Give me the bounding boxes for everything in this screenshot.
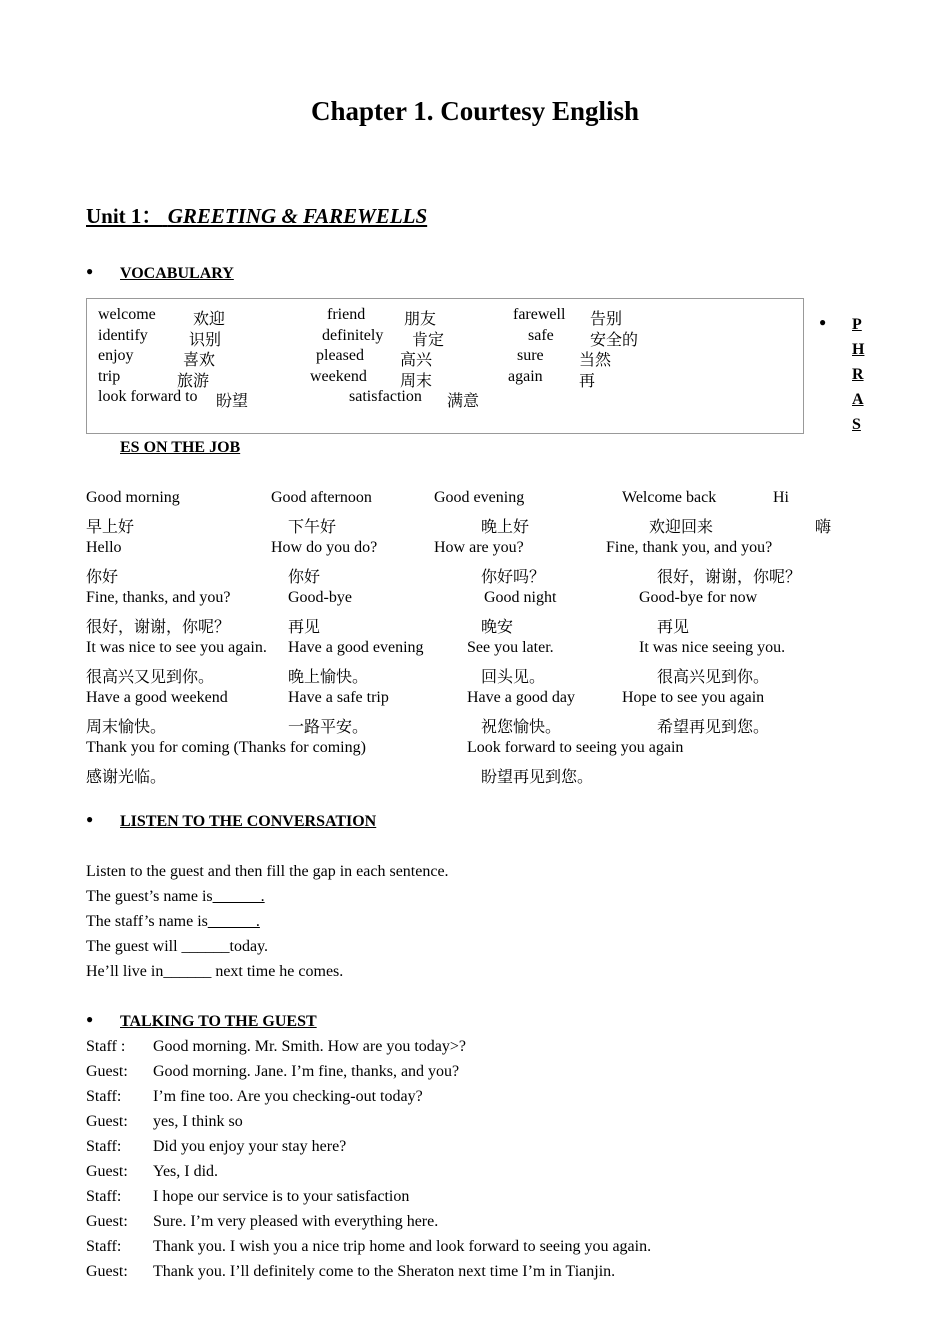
dialogue-line: I hope our service is to your satisfaction [153, 1188, 410, 1205]
phrase: Good evening [434, 489, 525, 506]
vocab-meaning: 朋友 [404, 311, 437, 328]
dialogue-line: Good morning. Mr. Smith. How are you today>? [153, 1038, 466, 1055]
phrase: How are you? [434, 539, 524, 556]
dialogue-speaker: Guest: [86, 1213, 128, 1230]
vocab-word: trip [98, 368, 121, 385]
vocabulary-heading: VOCABULARY [120, 265, 234, 282]
dialogue-speaker: Staff: [86, 1138, 122, 1155]
listen-question [86, 938, 268, 956]
phrases-letter: S [852, 416, 861, 433]
question-text: The guest’s name is [86, 888, 213, 905]
phrase-translation: 回头见。 [481, 669, 546, 686]
dialogue-line: Thank you. I wish you a nice trip home and look forward to seeing you again. [153, 1238, 652, 1255]
phrase-translation: 希望再见到您。 [657, 719, 770, 736]
bullet-icon: ● [819, 315, 827, 329]
listen-question [86, 963, 343, 981]
listen-instruction: Listen to the guest and then fill the gap in each sentence. [86, 863, 449, 880]
phrase: Have a good day [467, 689, 575, 706]
phrase-translation: 晚上愉快。 [288, 669, 369, 686]
vocab-meaning: 安全的 [590, 332, 639, 349]
phrase: Have a safe trip [288, 689, 389, 706]
phrase: Good-bye for now [639, 589, 758, 606]
phrase: Hope to see you again [622, 689, 765, 706]
dialogue-line: Sure. I’m very pleased with everything here. [153, 1213, 439, 1230]
vocab-word: pleased [316, 347, 364, 364]
phrases-heading-tail: ES ON THE JOB [120, 439, 241, 456]
bullet-icon: ● [86, 812, 94, 826]
dialogue-speaker: Guest: [86, 1113, 128, 1130]
phrase: See you later. [467, 639, 554, 656]
phrase: Good-bye [288, 589, 352, 606]
talk-heading: TALKING TO THE GUEST [120, 1013, 317, 1030]
phrase: It was nice to see you again. [86, 639, 267, 656]
phrase: Good morning [86, 489, 180, 506]
bullet-icon: ● [86, 1012, 94, 1026]
phrase: Have a good evening [288, 639, 424, 656]
vocab-meaning: 告别 [590, 311, 623, 328]
question-text: The guest will [86, 938, 182, 955]
vocab-meaning: 欢迎 [193, 311, 226, 328]
vocab-meaning: 高兴 [400, 352, 433, 369]
phrase: Hello [86, 539, 122, 556]
phrases-letter: R [852, 366, 864, 383]
dialogue-line: yes, I think so [153, 1113, 243, 1130]
vocab-word: weekend [310, 368, 367, 385]
phrase: Fine, thanks, and you? [86, 589, 231, 606]
phrase-translation: 晚上好 [481, 519, 530, 536]
dialogue-line: I’m fine too. Are you checking-out today? [153, 1088, 423, 1105]
phrase-translation: 你好 [288, 569, 321, 586]
phrase-translation: 感谢光临。 [86, 769, 167, 786]
phrase: It was nice seeing you. [639, 639, 786, 656]
vocab-word: identify [98, 327, 148, 344]
phrase-translation: 你好吗？ [481, 569, 546, 586]
phrase: Have a good weekend [86, 689, 228, 706]
phrase-translation: 你好 [86, 569, 119, 586]
vocab-meaning: 肯定 [412, 332, 445, 349]
vocab-word: look forward to [98, 388, 198, 405]
question-text: next time he comes. [211, 963, 344, 980]
phrase: How do you do? [271, 539, 378, 556]
vocab-word: farewell [513, 306, 566, 323]
phrase-translation: 盼望再见到您。 [481, 769, 594, 786]
phrase-translation: 欢迎回来 [649, 519, 714, 536]
phrase-translation: 很高兴见到你。 [657, 669, 770, 686]
dialogue-speaker: Guest: [86, 1163, 128, 1180]
blank[interactable]: ______ [163, 963, 212, 980]
vocab-word: friend [327, 306, 366, 323]
vocab-meaning: 识别 [189, 332, 222, 349]
vocab-meaning: 再 [579, 373, 596, 390]
phrase-translation: 再见 [288, 619, 321, 636]
dialogue-speaker: Staff: [86, 1188, 122, 1205]
dialogue-line: Thank you. I’ll definitely come to the Sheraton next time I’m in Tianjin. [153, 1263, 616, 1280]
dialogue-line: Yes, I did. [153, 1163, 219, 1180]
listen-question [86, 913, 260, 931]
phrase: Fine, thank you, and you? [606, 539, 773, 556]
dialogue-line: Did you enjoy your stay here? [153, 1138, 347, 1155]
phrase-translation: 很好，谢谢，你呢？ [657, 569, 802, 586]
dialogue-speaker: Staff: [86, 1088, 122, 1105]
vocab-word: satisfaction [349, 388, 422, 405]
vocabulary-box [86, 298, 804, 434]
phrase-translation: 周末愉快。 [86, 719, 167, 736]
vocab-meaning: 满意 [447, 393, 480, 410]
phrase: Good night [484, 589, 557, 606]
question-text: today. [229, 938, 269, 955]
phrase: Good afternoon [271, 489, 372, 506]
phrase-translation: 很高兴又见到你。 [86, 669, 215, 686]
blank[interactable]: ______ [181, 938, 230, 955]
question-text: The staff’s name is [86, 913, 208, 930]
phrases-letter: P [852, 316, 862, 333]
phrase: Thank you for coming (Thanks for coming) [86, 739, 366, 756]
vocab-word: welcome [98, 306, 156, 323]
vocab-word: enjoy [98, 347, 134, 364]
dialogue-line: Good morning. Jane. I’m fine, thanks, and you? [153, 1063, 460, 1080]
phrase-translation: 晚安 [481, 619, 514, 636]
vocab-word: again [508, 368, 543, 385]
phrase-translation: 下午好 [288, 519, 337, 536]
chapter-title: Chapter 1. Courtesy English [310, 96, 640, 126]
vocab-word: safe [528, 327, 554, 344]
phrase-translation: 一路平安。 [288, 719, 369, 736]
vocab-meaning: 周末 [400, 373, 433, 390]
vocab-meaning: 盼望 [216, 393, 249, 410]
phrase: Look forward to seeing you again [467, 739, 684, 756]
dialogue-speaker: Staff : [86, 1038, 126, 1055]
unit-name: GREETING & FAREWELLS [167, 204, 428, 228]
blank[interactable]: ______. [207, 913, 260, 930]
unit-prefix: Unit 1： [86, 204, 163, 228]
phrases-letter: H [852, 341, 865, 358]
dialogue-speaker: Guest: [86, 1263, 128, 1280]
listen-question [86, 888, 265, 906]
dialogue-speaker: Staff: [86, 1238, 122, 1255]
listen-heading: LISTEN TO THE CONVERSATION [120, 813, 377, 830]
question-text: He’ll live in [86, 963, 164, 980]
blank[interactable]: ______. [212, 888, 265, 905]
vocab-meaning: 旅游 [177, 373, 210, 390]
phrase-translation: 祝您愉快。 [481, 719, 562, 736]
phrase-translation: 很好，谢谢，你呢？ [86, 619, 231, 636]
vocab-meaning: 喜欢 [183, 352, 216, 369]
phrases-heading-vertical [852, 312, 864, 437]
dialogue-speaker: Guest: [86, 1063, 128, 1080]
unit-heading [86, 200, 427, 230]
vocab-word: sure [517, 347, 544, 364]
phrase: Hi [773, 489, 789, 506]
phrases-letter: A [852, 391, 864, 408]
bullet-icon: ● [86, 264, 94, 278]
phrase-translation: 再见 [657, 619, 690, 636]
vocab-meaning: 当然 [579, 352, 612, 369]
vocab-word: definitely [322, 327, 384, 344]
phrase-translation: 早上好 [86, 519, 135, 536]
phrase: Welcome back [622, 489, 717, 506]
phrase-translation: 嗨 [815, 519, 832, 536]
